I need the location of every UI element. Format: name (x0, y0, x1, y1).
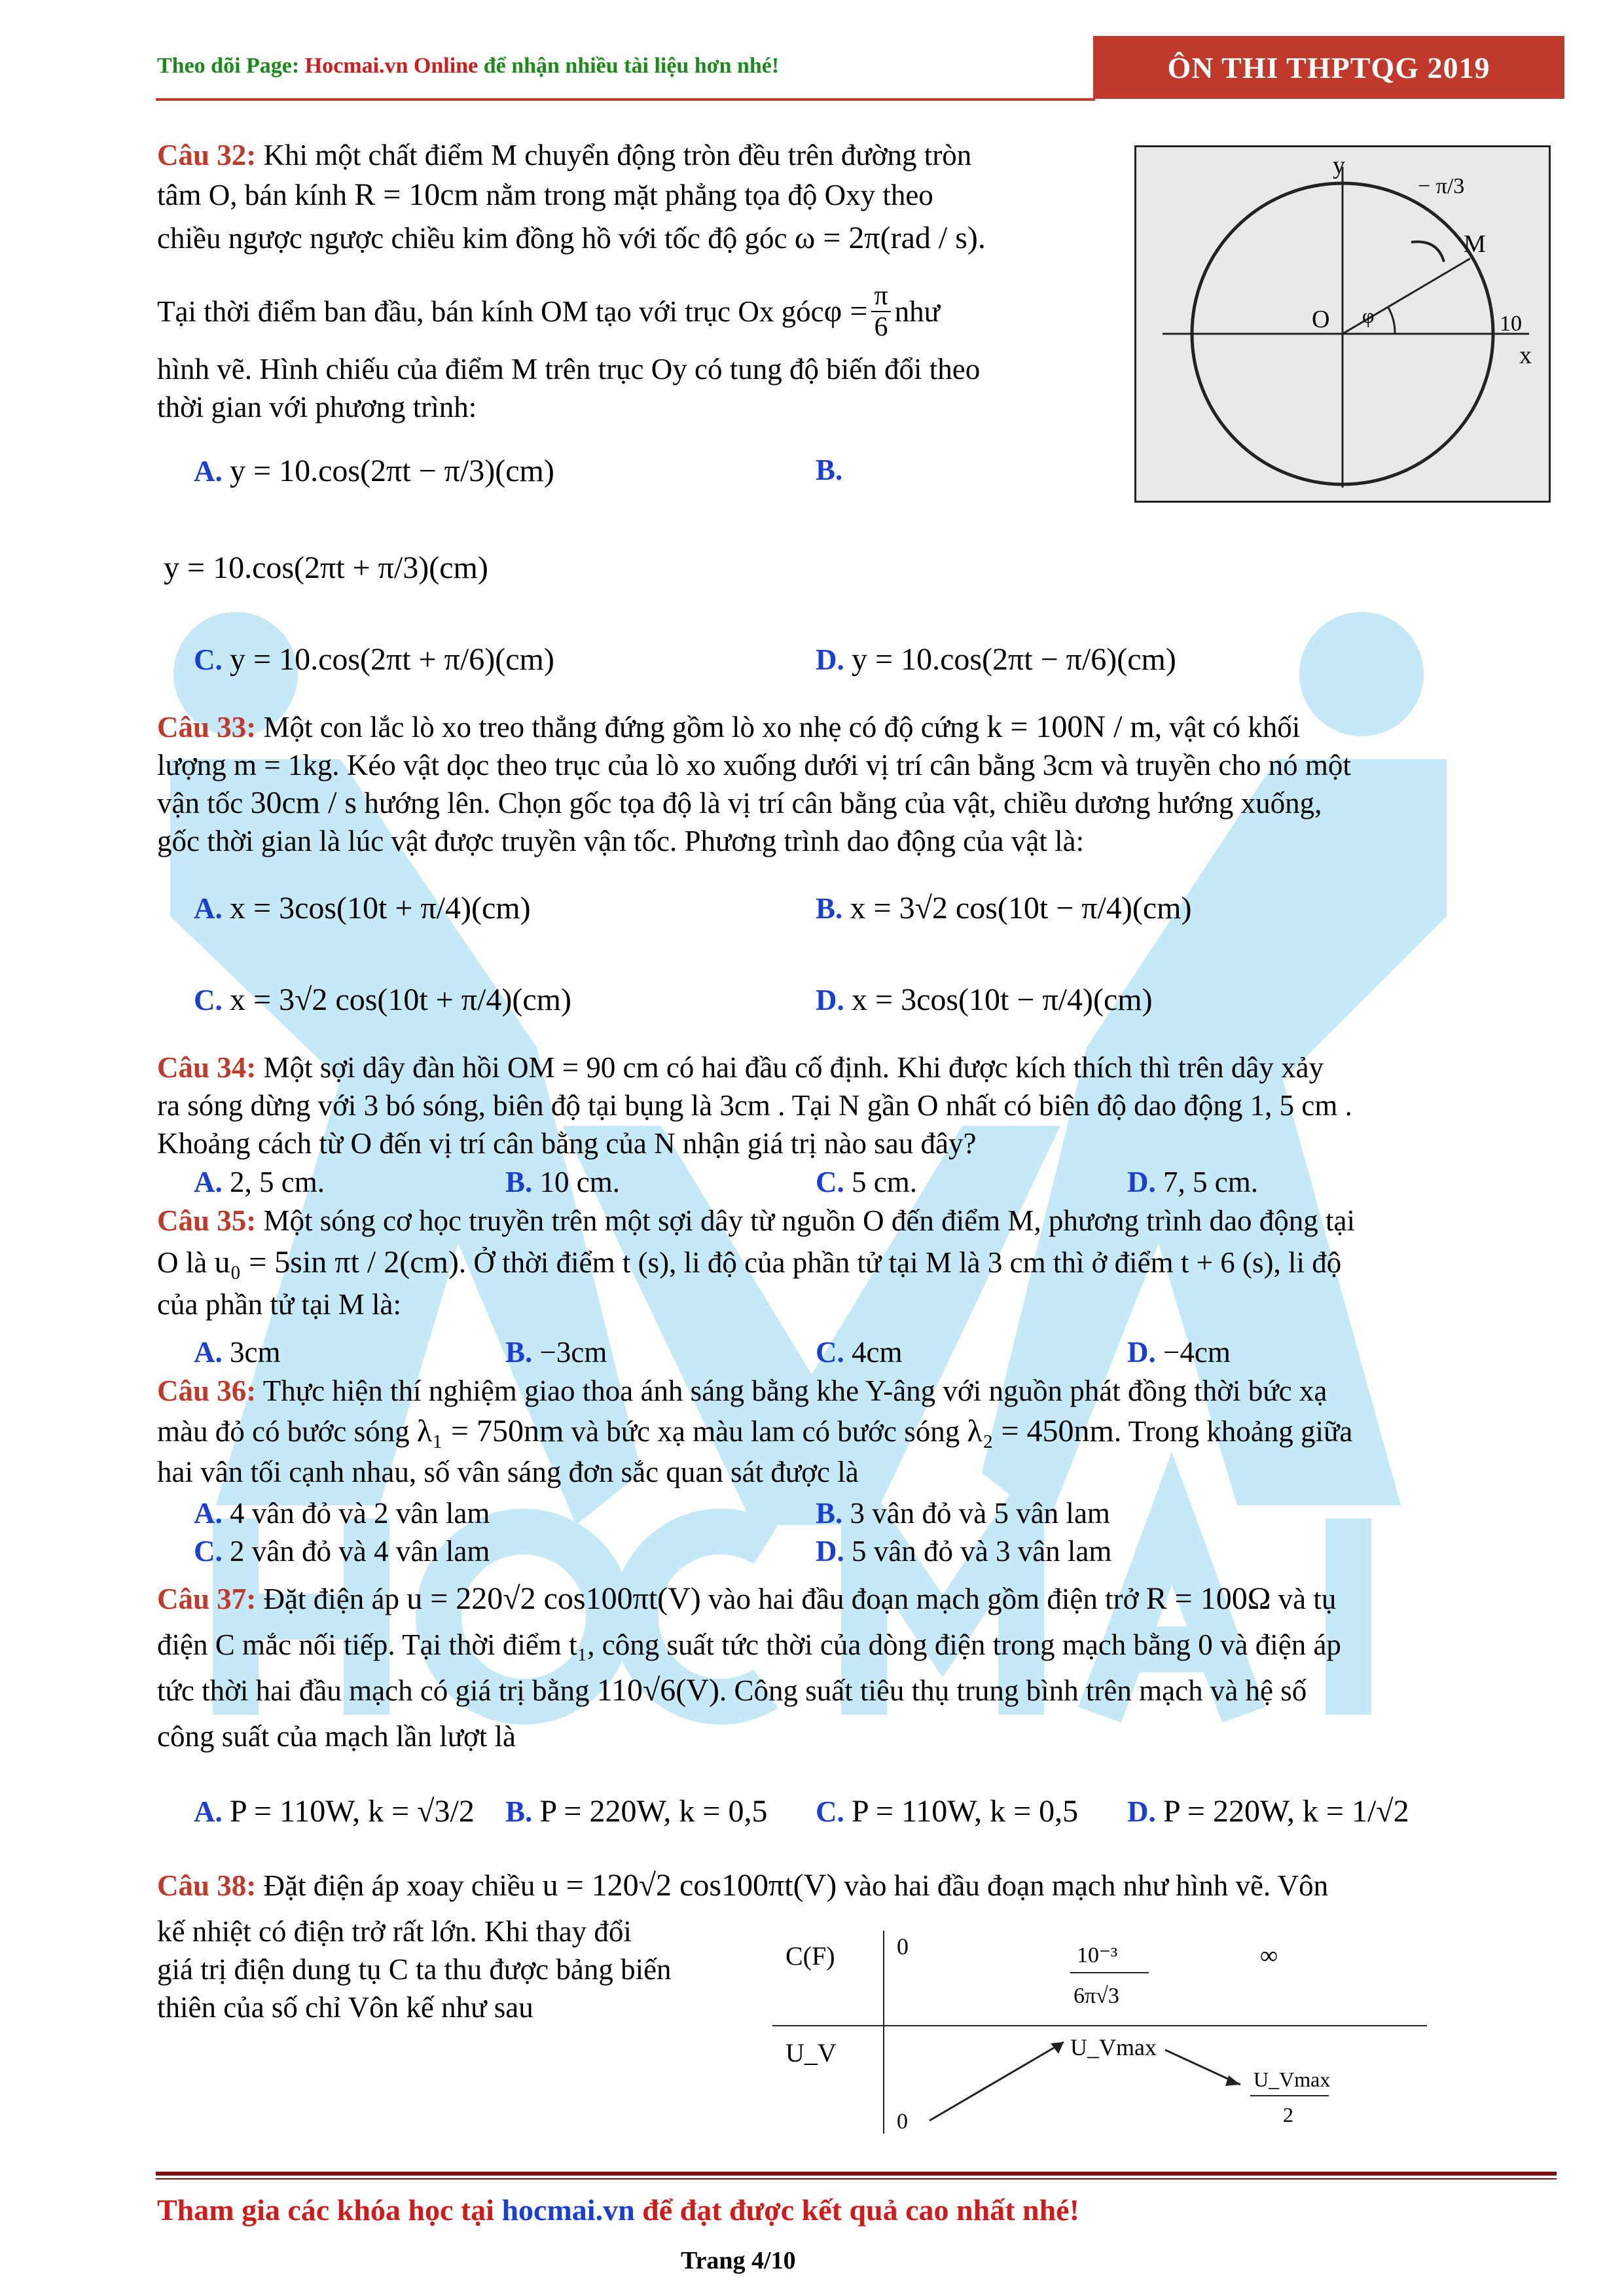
header-prefix: Theo dõi Page: (157, 54, 305, 78)
q34-option-c[interactable] (816, 1165, 917, 1199)
q35-label: Câu 35: (157, 1204, 257, 1237)
q37-line1c: và tụ (1271, 1583, 1337, 1615)
table-u-zero: 0 (897, 2109, 908, 2134)
q32-line3a: chiều ngược ngược chiều kim đồng hồ với tốc độ góc (157, 222, 795, 255)
q38-line1b: vào hai đầu đoạn mạch như hình vẽ. Vôn (837, 1869, 1329, 1902)
q35-line2b: . Ở thời điểm t (s), li độ của phần tử tại M là 3 cm thì ở điểm t + 6 (s), li độ (458, 1246, 1342, 1279)
question-34 (157, 1049, 1571, 1162)
q38-variation-table (772, 1931, 1427, 2134)
table-arrow-down-head (1225, 2075, 1240, 2086)
table-c-infinity: ∞ (1260, 1942, 1278, 1969)
q37-line4: công suất của mạch lần lượt là (157, 1720, 516, 1753)
q36-a-label: A. (194, 1497, 223, 1530)
fig-label-y: y (1333, 152, 1345, 179)
q33-b-math: x = 3√2 cos(10t − π/4)(cm) (850, 891, 1192, 925)
q32-option-d[interactable] (816, 641, 1176, 677)
q35-b-text: −3cm (532, 1336, 607, 1369)
question-35 (157, 1202, 1571, 1323)
q35-option-c[interactable] (816, 1335, 902, 1369)
q32-a-label: A. (194, 455, 223, 488)
q32-d-label: D. (816, 643, 844, 676)
q36-line3: hai vân tối cạnh nhau, số vân sáng đơn sắc quan sát được là (157, 1456, 859, 1488)
q36-label: Câu 36: (157, 1374, 257, 1407)
q35-d-label: D. (1127, 1336, 1156, 1369)
table-arrow-up (929, 2042, 1064, 2121)
table-c-zero: 0 (897, 1933, 909, 1960)
q32-line4b: như (894, 295, 941, 328)
fig-label-r: 10 (1500, 312, 1522, 336)
q32-frac-num: π (871, 281, 890, 312)
q32-line2a: tâm O, bán kính (157, 179, 355, 211)
q32-option-b[interactable] (816, 453, 842, 487)
q37-line3a: tức thời hai đầu mạch có giá trị bằng (157, 1674, 597, 1707)
q32-radius: R = 10cm (354, 177, 478, 212)
q36-c-label: C. (194, 1535, 223, 1568)
header-suffix: để nhận nhiều tài liệu hơn nhé! (478, 54, 780, 78)
q36-option-b[interactable] (816, 1496, 1110, 1530)
q33-a-math: x = 3cos(10t + π/4)(cm) (230, 891, 531, 925)
q35-line3: của phần tử tại M là: (157, 1288, 402, 1321)
q35-equation: u₀ = 5sin πt / 2(cm) (214, 1245, 459, 1280)
q32-phi: φ = (823, 294, 868, 329)
q34-line2: ra sóng dừng với 3 bó sóng, biên độ tại bụng là 3cm . Tại N gần O nhất có biên độ dao động 1, 5 cm . (157, 1089, 1352, 1122)
question-36 (157, 1372, 1571, 1491)
q37-option-c[interactable] (816, 1793, 1078, 1829)
q34-option-a[interactable] (194, 1165, 325, 1199)
footer-divider-thick (156, 2172, 1557, 2176)
q32-a-math: y = 10.cos(2πt − π/3)(cm) (230, 454, 554, 488)
q32-omega: ω = 2π(rad / s). (794, 221, 986, 255)
q36-line1: Thực hiện thí nghiệm giao thoa ánh sáng bằng khe Y-âng với nguồn phát đồng thời bức xạ (256, 1374, 1327, 1407)
q38-line3: giá trị điện dung tụ C ta thu được bảng biến (157, 1953, 672, 1986)
q36-line2c: . Trong khoảng giữa (1113, 1415, 1353, 1448)
table-c-label: C(F) (785, 1941, 835, 1971)
q36-line2b: và bức xạ màu lam có bước sóng (564, 1415, 967, 1448)
q37-option-a[interactable] (194, 1793, 475, 1829)
q37-resistance: R = 100Ω (1146, 1581, 1271, 1616)
q32-option-a[interactable] (194, 453, 554, 489)
q35-d-text: −4cm (1155, 1336, 1231, 1369)
table-c-mid-den: 6π√3 (1074, 1984, 1119, 2008)
fig-label-m: M (1464, 230, 1486, 258)
header-brand-link[interactable]: Hocmai.vn Online (304, 54, 478, 78)
q37-line1a: Đặt điện áp (256, 1583, 407, 1615)
q37-option-b[interactable] (505, 1793, 767, 1829)
exam-badge-text: ÔN THI THPTQG 2019 (1167, 50, 1490, 84)
q32-line5: hình vẽ. Hình chiếu của điểm M trên trục Oy có tung độ biến đổi theo (157, 353, 981, 386)
q37-instant-voltage: 110√6(V) (596, 1673, 719, 1708)
q38-line2: kế nhiệt có điện trở rất lớn. Khi thay đổi (157, 1915, 632, 1948)
q32-fraction (871, 281, 890, 342)
q37-b-math: P = 220W, k = 0,5 (539, 1794, 768, 1829)
q34-a-label: A. (194, 1166, 223, 1198)
q37-line1b: vào hai đầu đoạn mạch gồm điện trở (700, 1583, 1146, 1615)
q33-label: Câu 33: (157, 711, 257, 744)
q35-c-text: 4cm (844, 1336, 903, 1369)
q36-a-text: 4 vân đỏ và 2 vân lam (222, 1497, 490, 1530)
q33-option-d[interactable] (816, 982, 1153, 1018)
q33-line1b: , vật có khối (1154, 711, 1301, 744)
header-follow-text (157, 54, 1074, 79)
q34-c-label: C. (816, 1166, 844, 1198)
q35-c-label: C. (816, 1336, 844, 1369)
q34-a-text: 2, 5 cm. (222, 1166, 325, 1198)
q35-option-b[interactable] (505, 1335, 607, 1369)
q34-option-d[interactable] (1127, 1165, 1258, 1199)
q34-line3: Khoảng cách từ O đến vị trí cân bằng của N nhận giá trị nào sau đây? (157, 1127, 977, 1160)
q38-voltage: u = 120√2 cos100πt(V) (542, 1868, 837, 1903)
q32-option-b-math (164, 550, 488, 586)
table-u-end-den: 2 (1283, 2103, 1293, 2126)
q32-b-label: B. (816, 454, 843, 486)
q35-option-a[interactable] (194, 1335, 280, 1369)
footer-prefix: Tham gia các khóa học tại (157, 2193, 502, 2227)
table-u-label: U_V (785, 2038, 837, 2068)
fig-handwritten-note: − π/3 (1418, 174, 1465, 198)
q33-option-b[interactable] (816, 890, 1191, 926)
q32-b-math: y = 10.cos(2πt + π/3)(cm) (164, 550, 488, 585)
q37-label: Câu 37: (157, 1583, 257, 1615)
q33-a-label: A. (194, 892, 223, 925)
q32-label: Câu 32: (157, 139, 257, 171)
q33-option-c[interactable] (194, 982, 571, 1018)
q36-d-label: D. (816, 1535, 844, 1568)
q35-a-text: 3cm (222, 1336, 281, 1369)
q33-line4: gốc thời gian là lúc vật được truyền vận tốc. Phương trình dao động của vật là: (157, 825, 1085, 857)
q32-figure-svg (1136, 147, 1549, 501)
q33-line3a: vận tốc (157, 787, 251, 819)
fig-label-x: x (1519, 342, 1532, 369)
question-37 (157, 1576, 1571, 1759)
footer-promo (157, 2193, 1079, 2227)
q36-option-d[interactable] (816, 1534, 1111, 1568)
q34-c-text: 5 cm. (844, 1166, 917, 1198)
q32-line1: Khi một chất điểm M chuyển động tròn đều trên đường tròn (256, 139, 972, 171)
q38-label: Câu 38: (157, 1869, 257, 1902)
q37-voltage: u = 220√2 cos100πt(V) (406, 1581, 701, 1616)
q36-lambda1: λ₁ = 750nm (416, 1414, 564, 1448)
footer-brand-link[interactable]: hocmai.vn (501, 2193, 635, 2227)
q33-option-a[interactable] (194, 890, 531, 926)
footer-divider-thin (156, 2178, 1557, 2179)
q33-c-math: x = 3√2 cos(10t + π/4)(cm) (230, 982, 571, 1017)
q36-lambda2: λ₂ = 450nm (967, 1414, 1114, 1448)
q35-line2a: O là (157, 1246, 215, 1279)
q33-d-label: D. (816, 984, 844, 1016)
q37-b-label: B. (505, 1795, 533, 1828)
q34-d-label: D. (1127, 1166, 1156, 1198)
q34-label: Câu 34: (157, 1051, 257, 1084)
q33-stiffness: k = 100N / m (986, 709, 1155, 744)
q33-velocity: 30cm / s (250, 785, 357, 820)
q32-option-c[interactable] (194, 641, 554, 677)
footer-suffix: để đạt được kết quả cao nhất nhé! (634, 2193, 1079, 2227)
q37-line3b: . Công suất tiêu thụ trung bình trên mạch và hệ số (719, 1674, 1307, 1707)
q35-a-label: A. (194, 1336, 223, 1369)
table-u-max: U_Vmax (1070, 2034, 1157, 2060)
fig-phi-arc (1388, 308, 1395, 334)
q33-c-label: C. (194, 984, 223, 1016)
exam-badge (1093, 36, 1564, 99)
fig-label-phi: φ (1362, 304, 1375, 327)
q34-d-text: 7, 5 cm. (1155, 1166, 1258, 1198)
q32-c-math: y = 10.cos(2πt + π/6)(cm) (230, 642, 554, 677)
question-32 (157, 136, 1126, 426)
q37-a-math: P = 110W, k = √3/2 (230, 1794, 475, 1829)
fig-label-o: O (1312, 306, 1330, 333)
q36-c-text: 2 vân đỏ và 4 vân lam (222, 1535, 490, 1568)
q32-circle-figure (1134, 145, 1551, 503)
q36-d-text: 5 vân đỏ và 3 vân lam (844, 1535, 1112, 1568)
q34-line1: Một sợi dây đàn hồi OM = 90 cm có hai đầu cố định. Khi được kích thích thì trên dây xảy (256, 1051, 1324, 1084)
q36-line2a: màu đỏ có bước sóng (157, 1415, 417, 1448)
q34-b-text: 10 cm. (532, 1166, 620, 1198)
table-c-mid-num: 10⁻³ (1077, 1943, 1118, 1967)
q35-b-label: B. (505, 1336, 533, 1369)
q33-d-math: x = 3cos(10t − π/4)(cm) (852, 982, 1153, 1017)
q33-b-label: B. (816, 892, 843, 925)
table-u-end-num: U_Vmax (1254, 2068, 1331, 2091)
q37-d-math: P = 220W, k = 1/√2 (1163, 1794, 1409, 1829)
q36-b-text: 3 vân đỏ và 5 vân lam (842, 1497, 1110, 1530)
q34-option-b[interactable] (505, 1165, 620, 1199)
q36-option-c[interactable] (194, 1534, 490, 1568)
q32-line4a: Tại thời điểm ban đầu, bán kính OM tạo với trục Ox góc (157, 295, 824, 328)
q38-line4: thiên của số chỉ Vôn kế như sau (157, 1991, 533, 2024)
q37-c-label: C. (816, 1795, 844, 1828)
q32-frac-den: 6 (874, 312, 888, 342)
q37-a-label: A. (194, 1795, 223, 1828)
q37-line2: điện C mắc nối tiếp. Tại thời điểm t₁, công suất tức thời của dòng điện trong mạch bằng 0 và điện áp (157, 1628, 1341, 1661)
page-number: Trang 4/10 (681, 2247, 796, 2274)
q36-b-label: B. (816, 1497, 843, 1530)
q32-line6: thời gian với phương trình: (157, 391, 477, 423)
header-divider (156, 98, 1095, 101)
q32-c-label: C. (194, 643, 223, 676)
q35-option-d[interactable] (1127, 1335, 1231, 1369)
q32-d-math: y = 10.cos(2πt − π/6)(cm) (852, 642, 1176, 677)
q33-line1a: Một con lắc lò xo treo thẳng đứng gồm lò xo nhẹ có độ cứng (256, 711, 987, 744)
q36-option-a[interactable] (194, 1496, 490, 1530)
q33-line2: lượng m = 1kg. Kéo vật dọc theo trục của lò xo xuống dưới vị trí cân bằng 3cm và truyền cho nó một (157, 749, 1351, 781)
q38-line1a: Đặt điện áp xoay chiều (256, 1869, 543, 1902)
q37-option-d[interactable] (1127, 1793, 1409, 1829)
fig-rotation-arrow (1411, 242, 1444, 262)
question-33 (157, 708, 1571, 860)
q32-line2b: nằm trong mặt phẳng tọa độ Oxy theo (478, 179, 933, 211)
q33-line3b: hướng lên. Chọn gốc tọa độ là vị trí cân bằng của vật, chiều dương hướng xuống, (357, 787, 1322, 819)
q35-line1: Một sóng cơ học truyền trên một sợi dây từ nguồn O đến điểm M, phương trình dao động tại (256, 1204, 1355, 1237)
q34-b-label: B. (505, 1166, 533, 1198)
q37-d-label: D. (1127, 1795, 1156, 1828)
q37-c-math: P = 110W, k = 0,5 (852, 1794, 1079, 1829)
